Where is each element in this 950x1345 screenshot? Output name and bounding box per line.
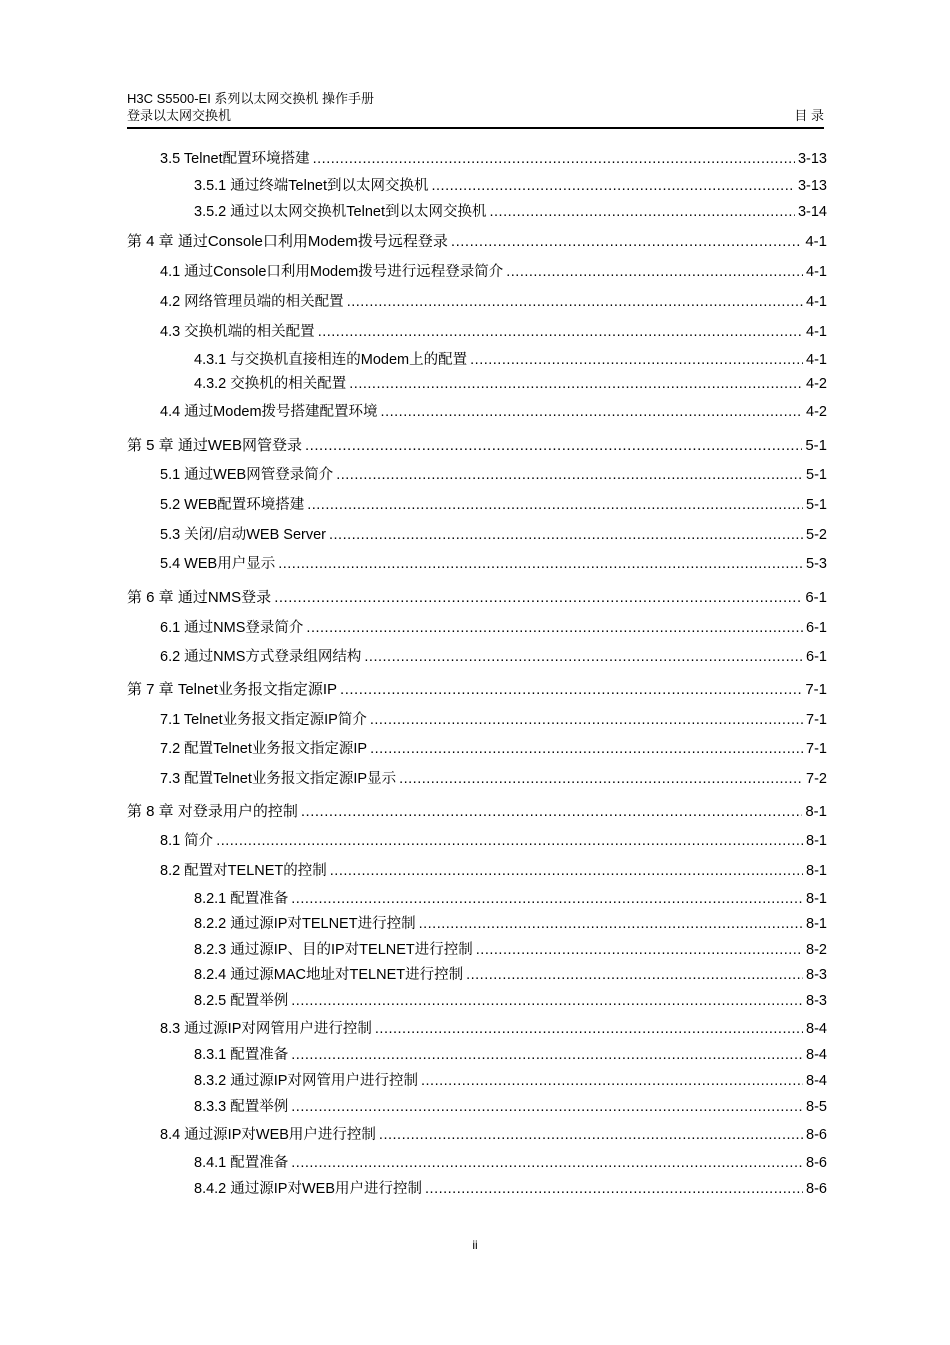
toc-entry[interactable] <box>127 233 827 251</box>
page-number: ii <box>472 1238 478 1252</box>
toc-entry-page: 8-5 <box>806 1099 827 1115</box>
toc-entry-title: 4.1 通过Console口利用Modem拨号进行远程登录简介 <box>160 264 504 280</box>
toc-entry-title: 7.3 配置Telnet业务报文指定源IP显示 <box>160 771 397 787</box>
page-header <box>127 90 824 124</box>
toc-entry-title: 5.4 WEB用户显示 <box>160 556 276 572</box>
toc-entry-page: 6-1 <box>805 589 827 606</box>
dot-leader <box>419 915 803 933</box>
dot-leader <box>329 526 803 544</box>
toc-entry-page: 5-1 <box>805 437 827 454</box>
dot-leader <box>278 555 803 573</box>
toc-entry[interactable] <box>194 1154 827 1172</box>
toc-entry-title: 6.2 通过NMS方式登录组网结构 <box>160 649 362 665</box>
toc-entry[interactable] <box>160 496 827 514</box>
contents-label: 目 录 <box>794 108 824 123</box>
toc-entry-title: 4.3.1 与交换机直接相连的Modem上的配置 <box>194 352 468 368</box>
toc-entry[interactable] <box>127 589 827 607</box>
dot-leader <box>291 1098 803 1116</box>
toc-entry[interactable] <box>194 375 827 393</box>
toc-entry[interactable] <box>194 177 827 195</box>
toc-entry-page: 3-13 <box>797 151 827 167</box>
dot-leader <box>466 966 803 984</box>
toc-entry-title: 8.1 简介 <box>160 833 214 849</box>
toc-entry-title: 5.3 关闭/启动WEB Server <box>160 527 326 543</box>
toc-entry-page: 7-1 <box>805 681 827 698</box>
toc-entry[interactable] <box>160 740 827 758</box>
dot-leader <box>379 1126 803 1144</box>
toc-entry-page: 4-1 <box>806 352 827 368</box>
toc-entry[interactable] <box>194 1098 827 1116</box>
toc-entry-title: 第 7 章 Telnet业务报文指定源IP <box>127 681 338 698</box>
toc-entry[interactable] <box>127 437 827 455</box>
dot-leader <box>364 648 803 666</box>
toc-entry-title: 第 8 章 对登录用户的控制 <box>127 803 298 820</box>
dot-leader <box>291 890 803 908</box>
dot-leader <box>476 941 803 959</box>
toc-entry[interactable] <box>194 203 827 221</box>
toc-entry-page: 4-1 <box>806 294 827 310</box>
toc-entry-page: 8-6 <box>806 1181 827 1197</box>
toc-entry[interactable] <box>160 832 827 850</box>
dot-leader <box>431 177 794 195</box>
toc-entry[interactable] <box>127 803 827 821</box>
toc-entry[interactable] <box>194 1072 827 1090</box>
dot-leader <box>451 233 802 251</box>
toc-entry-title: 7.2 配置Telnet业务报文指定源IP <box>160 741 368 757</box>
header-second-line <box>127 107 824 124</box>
dot-leader <box>306 619 803 637</box>
toc-entry-title: 4.3 交换机端的相关配置 <box>160 324 315 340</box>
toc-entry-title: 4.4 通过Modem拨号搭建配置环境 <box>160 404 378 420</box>
dot-leader <box>216 832 803 850</box>
toc-entry[interactable] <box>160 1126 827 1144</box>
toc-entry-title: 8.2.1 配置准备 <box>194 891 289 907</box>
toc-entry[interactable] <box>160 526 827 544</box>
toc-entry[interactable] <box>194 941 827 959</box>
toc-entry-page: 4-2 <box>806 404 827 420</box>
toc-entry-title: 4.2 网络管理员端的相关配置 <box>160 294 344 310</box>
toc-entry-title: 8.2.3 通过源IP、目的IP对TELNET进行控制 <box>194 942 473 958</box>
toc-entry-title: 8.3 通过源IP对网管用户进行控制 <box>160 1021 372 1037</box>
toc-entry-page: 5-1 <box>806 497 827 513</box>
toc-entry-page: 4-2 <box>806 376 827 392</box>
toc-entry-page: 8-6 <box>806 1155 827 1171</box>
dot-leader <box>336 466 803 484</box>
toc-entry[interactable] <box>160 150 827 168</box>
toc-entry-page: 8-4 <box>806 1047 827 1063</box>
toc-entry-title: 8.4.2 通过源IP对WEB用户进行控制 <box>194 1181 423 1197</box>
dot-leader <box>291 1046 803 1064</box>
toc-entry-page: 4-1 <box>806 324 827 340</box>
dot-leader <box>291 1154 803 1172</box>
toc-entry[interactable] <box>160 323 827 341</box>
dot-leader <box>375 1020 803 1038</box>
toc-entry-page: 8-6 <box>806 1127 827 1143</box>
toc-entry-title: 7.1 Telnet业务报文指定源IP简介 <box>160 712 367 728</box>
toc-entry-page: 4-1 <box>806 264 827 280</box>
toc-entry[interactable] <box>194 890 827 908</box>
toc-entry-title: 6.1 通过NMS登录简介 <box>160 620 304 636</box>
toc-entry-title: 第 4 章 通过Console口利用Modem拨号远程登录 <box>127 233 448 250</box>
dot-leader <box>370 711 803 729</box>
dot-leader <box>307 496 803 514</box>
toc-entry-page: 5-1 <box>806 467 827 483</box>
toc-entry[interactable] <box>194 915 827 933</box>
dot-leader <box>274 589 802 607</box>
dot-leader <box>421 1072 803 1090</box>
toc-entry[interactable] <box>160 263 827 281</box>
toc-entry-title: 8.2.5 配置举例 <box>194 993 289 1009</box>
toc-entry[interactable] <box>160 555 827 573</box>
toc-entry-page: 8-1 <box>806 891 827 907</box>
dot-leader <box>305 437 802 455</box>
toc-entry-title: 5.1 通过WEB网管登录简介 <box>160 467 334 483</box>
toc-entry-title: 5.2 WEB配置环境搭建 <box>160 497 305 513</box>
dot-leader <box>425 1180 803 1198</box>
toc-entry-page: 6-1 <box>806 649 827 665</box>
toc-entry-title: 8.4.1 配置准备 <box>194 1155 289 1171</box>
toc-entry-page: 8-3 <box>806 967 827 983</box>
dot-leader <box>370 740 803 758</box>
dot-leader <box>301 803 802 821</box>
toc-entry-page: 7-1 <box>806 741 827 757</box>
toc-entry-page: 7-1 <box>806 712 827 728</box>
dot-leader <box>381 403 803 421</box>
toc-entry-page: 7-2 <box>806 771 827 787</box>
dot-leader <box>349 375 803 393</box>
toc-entry-page: 3-14 <box>797 204 827 220</box>
toc-entry[interactable] <box>194 992 827 1010</box>
dot-leader <box>318 323 803 341</box>
manual-title: H3C S5500-EI 系列以太网交换机 操作手册 <box>127 91 375 106</box>
header-rule <box>127 127 824 129</box>
toc-entry[interactable] <box>194 351 827 369</box>
toc-entry-title: 8.2.4 通过源MAC地址对TELNET进行控制 <box>194 967 464 983</box>
toc-entry-page: 8-1 <box>806 916 827 932</box>
dot-leader <box>399 770 803 788</box>
toc-entry-page: 8-4 <box>806 1021 827 1037</box>
section-title: 登录以太网交换机 <box>127 108 232 123</box>
toc-entry-title: 8.3.1 配置准备 <box>194 1047 289 1063</box>
toc-entry-page: 8-1 <box>805 803 827 820</box>
toc-entry[interactable] <box>160 1020 827 1038</box>
dot-leader <box>347 293 803 311</box>
toc-entry[interactable] <box>194 1180 827 1198</box>
toc-entry[interactable] <box>160 711 827 729</box>
dot-leader <box>489 203 794 221</box>
toc-entry-page: 8-1 <box>806 863 827 879</box>
dot-leader <box>340 681 802 699</box>
toc-entry-title: 3.5.1 通过终端Telnet到以太网交换机 <box>194 178 429 194</box>
toc-entry-title: 第 6 章 通过NMS登录 <box>127 589 272 606</box>
toc-entry-title: 8.3.2 通过源IP对网管用户进行控制 <box>194 1073 418 1089</box>
toc-entry[interactable] <box>127 681 827 699</box>
toc-entry[interactable] <box>160 293 827 311</box>
toc-entry[interactable] <box>160 862 827 880</box>
toc-entry-page: 8-4 <box>806 1073 827 1089</box>
toc-entry[interactable] <box>160 619 827 637</box>
toc-entry[interactable] <box>160 770 827 788</box>
toc-entry[interactable] <box>194 966 827 984</box>
toc-entry-page: 4-1 <box>805 233 827 250</box>
dot-leader <box>313 150 795 168</box>
toc-entry-page: 5-3 <box>806 556 827 572</box>
toc-entry-page: 5-2 <box>806 527 827 543</box>
toc-entry-page: 8-3 <box>806 993 827 1009</box>
toc-entry-title: 3.5 Telnet配置环境搭建 <box>160 151 310 167</box>
dot-leader <box>470 351 803 369</box>
toc-entry-title: 8.3.3 配置举例 <box>194 1099 289 1115</box>
toc-entry-page: 8-1 <box>806 833 827 849</box>
toc-entry-title: 第 5 章 通过WEB网管登录 <box>127 437 303 454</box>
toc-entry[interactable] <box>194 1046 827 1064</box>
toc-entry-title: 4.3.2 交换机的相关配置 <box>194 376 347 392</box>
dot-leader <box>291 992 803 1010</box>
toc-entry[interactable] <box>160 466 827 484</box>
toc-entry-title: 8.4 通过源IP对WEB用户进行控制 <box>160 1127 376 1143</box>
toc-entry[interactable] <box>160 648 827 666</box>
dot-leader <box>506 263 803 281</box>
dot-leader <box>330 862 803 880</box>
toc-entry-title: 3.5.2 通过以太网交换机Telnet到以太网交换机 <box>194 204 487 220</box>
toc-entry-title: 8.2.2 通过源IP对TELNET进行控制 <box>194 916 416 932</box>
toc-entry-page: 8-2 <box>806 942 827 958</box>
toc-entry-page: 6-1 <box>806 620 827 636</box>
toc-entry[interactable] <box>160 403 827 421</box>
toc-entry-title: 8.2 配置对TELNET的控制 <box>160 863 327 879</box>
toc-entry-page: 3-13 <box>797 178 827 194</box>
